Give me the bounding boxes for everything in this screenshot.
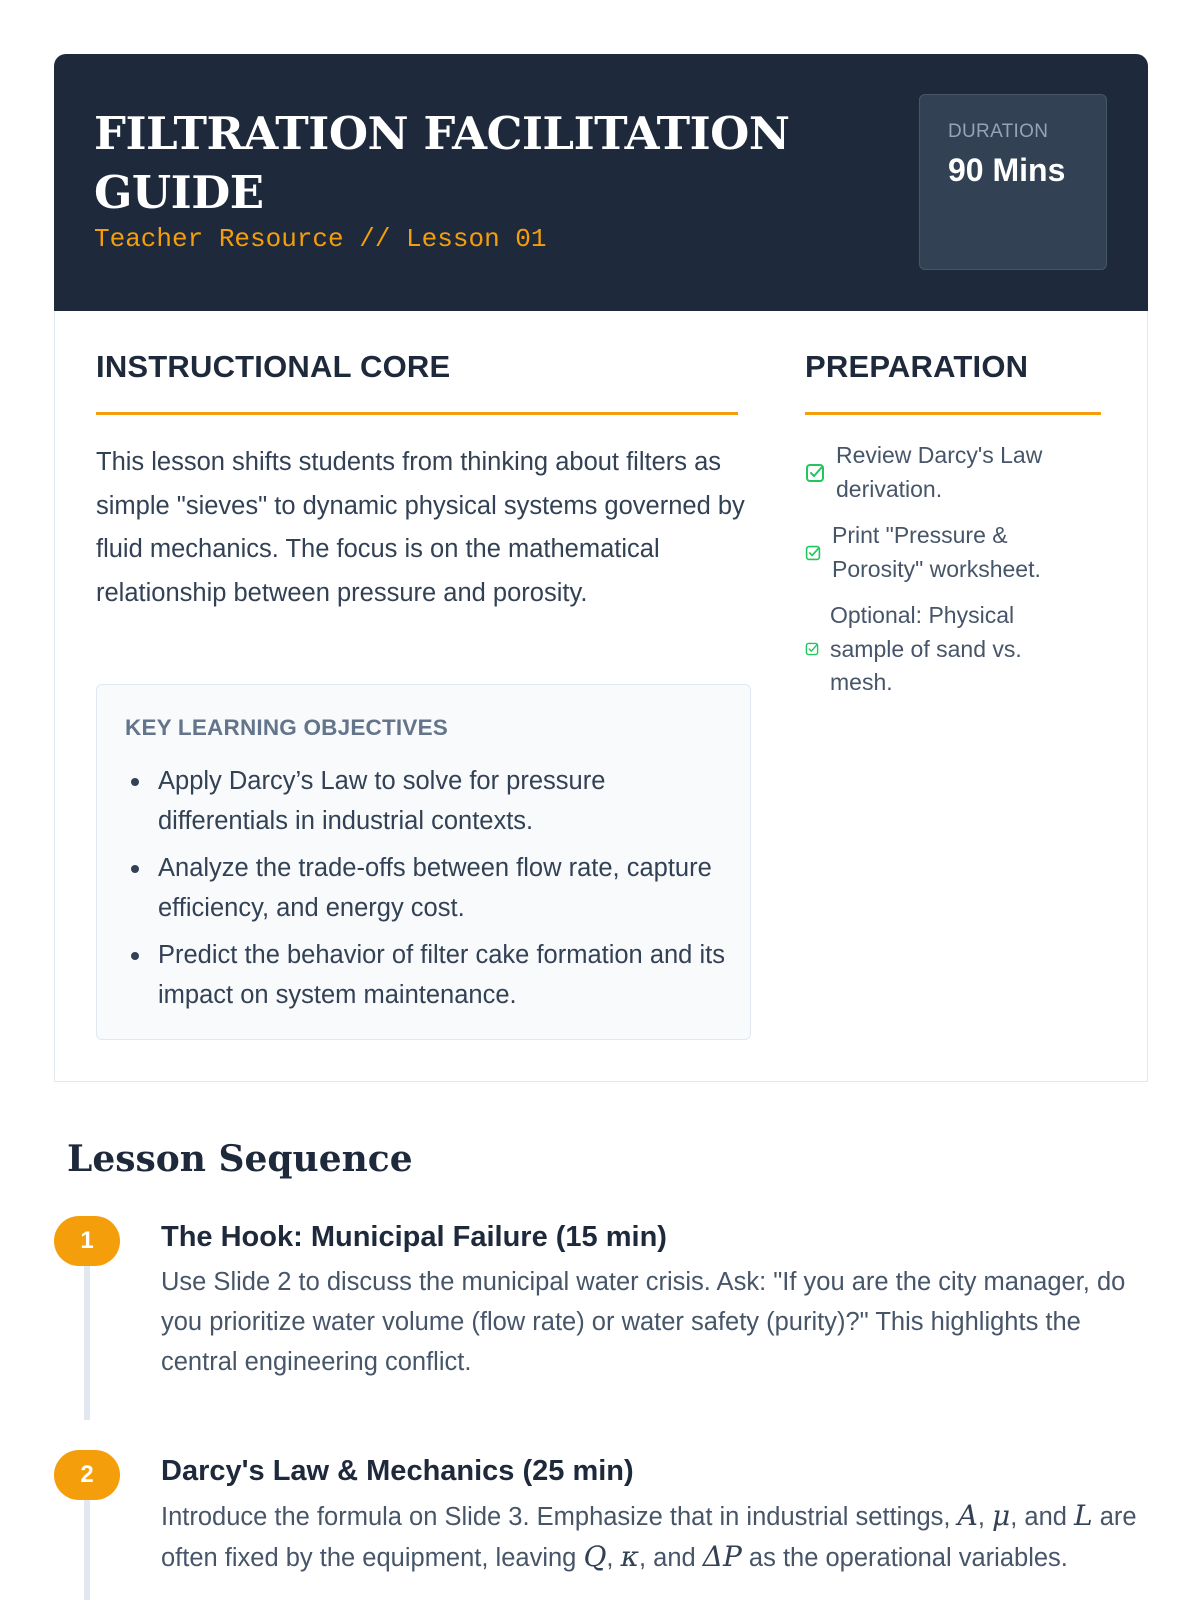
objective-text: Apply Darcy’s Law to solve for pressure differentials in industrial contexts. — [158, 767, 606, 835]
page-title: FILTRATION FACILITATION GUIDE — [94, 107, 790, 219]
step-text: as the operational variables. — [741, 1544, 1068, 1572]
objectives-list — [131, 761, 731, 1022]
step-text: , and — [638, 1544, 703, 1572]
guide-header — [54, 54, 1148, 311]
preparation-checklist — [805, 439, 1115, 713]
prep-item-text: Review Darcy's Law derivation. — [836, 442, 1043, 502]
math-symbol: Q — [583, 1540, 607, 1573]
timeline-line — [84, 1240, 90, 1420]
duration-label: DURATION — [948, 121, 1049, 142]
step-text: , and — [1010, 1503, 1075, 1531]
page-subtitle: Teacher Resource // Lesson 01 — [94, 224, 547, 254]
prep-item-text: Optional: Physical sample of sand vs. mesh. — [830, 602, 1022, 695]
step-number-badge: 1 — [54, 1216, 120, 1266]
objective-item — [131, 761, 731, 841]
checkbox-icon — [805, 642, 819, 656]
prep-item[interactable] — [805, 599, 1115, 700]
checkbox-icon — [805, 545, 821, 561]
math-symbol: μ — [992, 1499, 1011, 1532]
step-title: The Hook: Municipal Failure (15 min) — [161, 1221, 667, 1253]
math-symbol: κ — [620, 1540, 639, 1573]
objectives-box — [96, 684, 751, 1040]
duration-value: 90 Mins — [948, 152, 1066, 188]
prep-item[interactable] — [805, 519, 1115, 586]
prep-item-text: Print "Pressure & Porosity" worksheet. — [832, 522, 1041, 582]
step-description: Use Slide 2 to discuss the municipal water crisis. Ask: "If you are the city manager, do you prioritize water volume (flow rate) or water safety (purity)?" This highlights the central engineering conflict. — [161, 1268, 1126, 1376]
step-text: are often fixed by the equipment, leaving — [161, 1503, 1137, 1572]
math-symbol: ΔP — [702, 1540, 742, 1573]
lesson-sequence-heading: Lesson Sequence — [67, 1138, 413, 1180]
math-symbol: A — [957, 1499, 978, 1532]
step-title: Darcy's Law & Mechanics (25 min) — [161, 1455, 634, 1487]
step-description — [161, 1496, 1141, 1578]
step-number-badge: 2 — [54, 1450, 120, 1500]
bullet-icon — [131, 952, 139, 960]
step-text: , — [977, 1503, 993, 1531]
step-text: , — [606, 1544, 621, 1572]
lesson-intro: This lesson shifts students from thinking about filters as simple "sieves" to dynamic physical systems governed by fluid mechanics. The focus is on the mathematical relationship between pressure and porosity. — [96, 448, 745, 607]
objective-item — [131, 935, 731, 1015]
objectives-title: KEY LEARNING OBJECTIVES — [125, 715, 448, 740]
instructional-core-rule — [96, 412, 738, 415]
overview-card — [54, 311, 1148, 1082]
prep-item[interactable] — [805, 439, 1115, 506]
bullet-icon — [131, 778, 139, 786]
instructional-core-heading: INSTRUCTIONAL CORE — [96, 349, 451, 384]
math-symbol: L — [1074, 1499, 1093, 1532]
objective-item — [131, 848, 731, 928]
preparation-heading: PREPARATION — [805, 349, 1029, 384]
duration-box — [919, 94, 1107, 270]
bullet-icon — [131, 865, 139, 873]
checkbox-icon — [805, 463, 825, 483]
preparation-rule — [805, 412, 1101, 415]
step-text: Introduce the formula on Slide 3. Emphasize that in industrial settings, — [161, 1503, 958, 1531]
objective-text: Analyze the trade-offs between flow rate, capture efficiency, and energy cost. — [158, 854, 712, 922]
objective-text: Predict the behavior of filter cake formation and its impact on system maintenance. — [158, 941, 725, 1009]
